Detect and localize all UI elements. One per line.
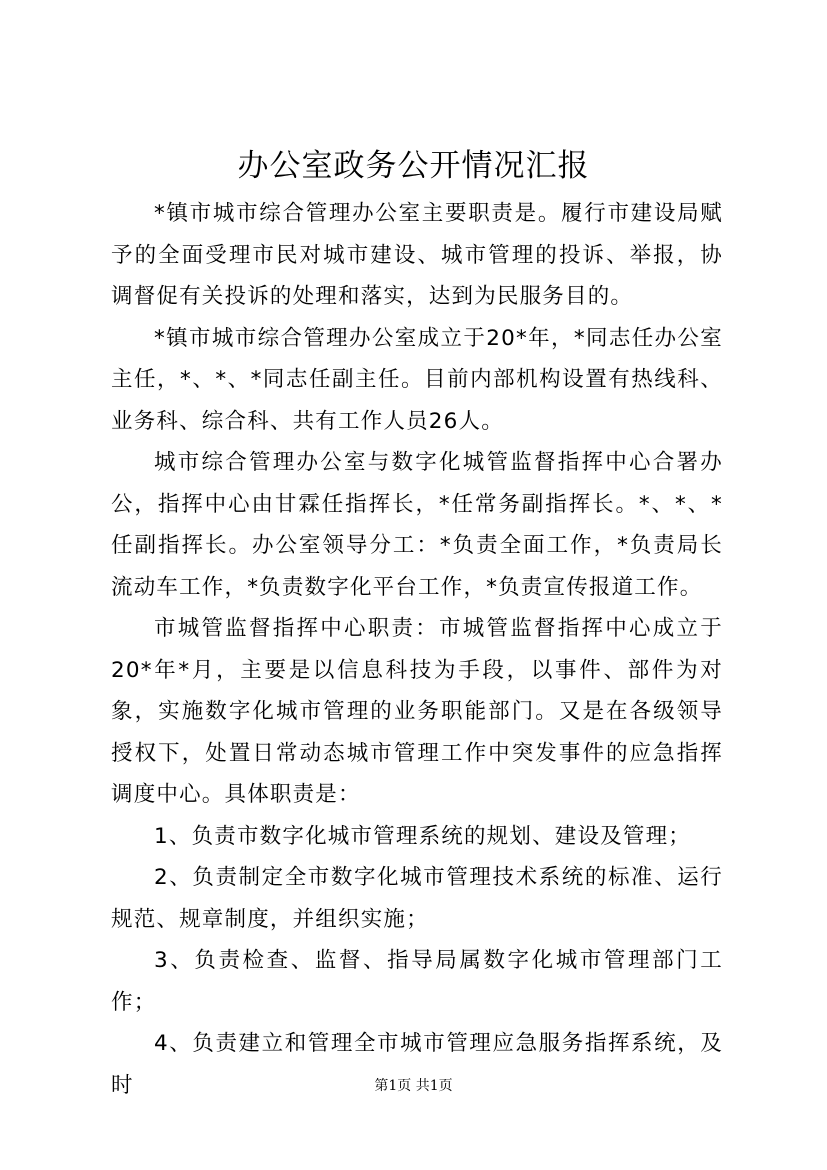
page-total: 共1页 — [415, 1078, 453, 1094]
paragraph-duties: *镇市城市综合管理办公室主要职责是。履行市建设局赋予的全面受理市民对城市建设、城市管理的投诉、举报，协调督促有关投诉的处理和落实，达到为民服务目的。 — [111, 201, 723, 309]
paragraph-establishment: *镇市城市综合管理办公室成立于20*年，*同志任办公室主任，*、*、*同志任副主任。目前内部机构设置有热线科、业务科、综合科、共有工作人员26人。 — [111, 325, 723, 434]
list-item-2: 2、负责制定全市数字化城市管理技术系统的标准、运行规范、规章制度，并组织实施； — [111, 865, 723, 932]
paragraph-joint-office: 城市综合管理办公室与数字化城管监督指挥中心合署办公，指挥中心由甘霖任指挥长，*任常务副指挥长。*、*、*任副指挥长。办公室领导分工：*负责全面工作，*负责局长流动车工作，*负责数字化平台工作，*负责宣传报道工作。 — [111, 450, 723, 600]
document-title: 办公室政务公开情况汇报 — [237, 148, 590, 184]
page-footer — [0, 1076, 827, 1096]
paragraph-center-duties: 市城管监督指挥中心职责：市城管监督指挥中心成立于20*年*月，主要是以信息科技为手段，以事件、部件为对象，实施数字化城市管理的业务职能部门。又是在各级领导授权下，处置日常动态城市管理工作中突发事件的应急指挥调度中心。具体职责是： — [111, 616, 723, 807]
page-number: 第1页 — [374, 1078, 412, 1094]
document-body — [111, 193, 723, 1106]
list-item-1: 1、负责市数字化城市管理系统的规划、建设及管理； — [154, 823, 691, 849]
list-item-4: 4、负责建立和管理全市城市管理应急服务指挥系统，及时 — [111, 1031, 723, 1098]
list-item-3: 3、负责检查、监督、指导局属数字化城市管理部门工作； — [111, 948, 723, 1015]
